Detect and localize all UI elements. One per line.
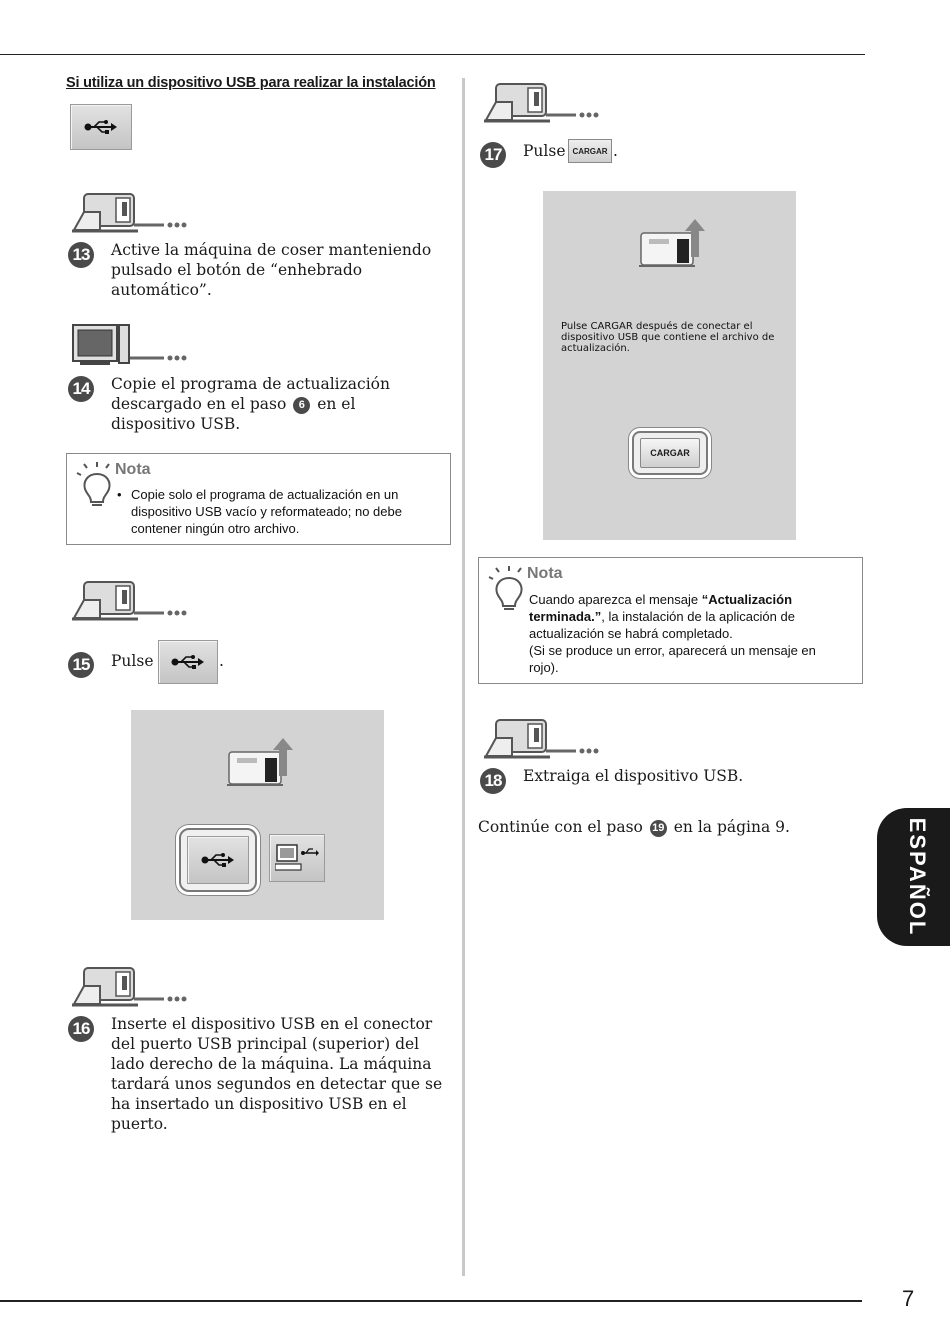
usb-icon [84, 119, 118, 135]
note-2-line2: (Si se produce un error, aparecerá un mensaje en rojo). [529, 643, 816, 675]
step-number-15: 15 [68, 652, 94, 678]
top-rule [0, 54, 865, 55]
usb-icon [171, 654, 205, 670]
step-17-suffix: . [613, 142, 618, 160]
page-number: 7 [902, 1286, 915, 1311]
language-side-tab-label: ESPAÑOL [905, 817, 930, 937]
section-title: Si utiliza un dispositivo USB para realizar la instalación [66, 75, 436, 91]
note-2-line1-bold: “Actualización terminada.” [529, 592, 793, 624]
step-14-text-after: en el dispositivo USB. [111, 395, 356, 433]
sewing-machine-icon [482, 716, 602, 766]
computer-usb-icon [275, 843, 319, 873]
sewing-machine-icon [70, 964, 190, 1014]
step-ref-6: 6 [293, 397, 310, 414]
note-box-1 [66, 453, 451, 545]
usb-button[interactable] [158, 640, 218, 684]
usb-select-button-face [187, 836, 249, 884]
step-18-text: Extraiga el dispositivo USB. [523, 767, 744, 785]
continue-text [478, 818, 790, 837]
pc-usb-button[interactable] [269, 834, 325, 882]
sewing-machine-icon [70, 190, 190, 240]
bottom-rule [0, 1300, 862, 1302]
note-1-title: Nota [115, 461, 151, 478]
step-17-text: Pulse [523, 142, 566, 160]
usb-select-button[interactable] [179, 828, 257, 892]
computer-monitor-icon [70, 322, 190, 372]
note-2-line1 [529, 591, 841, 642]
cargar-button[interactable]: CARGAR [568, 139, 612, 163]
usb-button-illustration [70, 104, 132, 150]
cargar-screen-button[interactable] [632, 431, 708, 475]
step-15-suffix: . [219, 652, 224, 670]
column-divider [462, 78, 465, 1276]
note-1-item: • Copie solo el programa de actualización en un dispositivo USB vacío y reformateado; no debe contener ningún otro archivo. [131, 486, 429, 537]
step-ref-19: 19 [650, 820, 667, 837]
update-screen-load [543, 191, 796, 540]
machine-update-icon [637, 217, 707, 271]
lightbulb-icon [487, 566, 527, 612]
note-2-line1-suffix: , la instalación de la aplicación de actualización se habrá completado. [529, 609, 795, 641]
step-14-text [111, 374, 431, 434]
step-14-text-before: Copie el programa de actualización descargado en el paso [111, 375, 390, 413]
note-box-2 [478, 557, 863, 684]
step-13-text: Active la máquina de coser manteniendo pulsado el botón de “enhebrado automático”. [111, 241, 432, 299]
step-number-18: 18 [480, 768, 506, 794]
language-side-tab [877, 808, 950, 946]
cargar-screen-button-label: CARGAR [640, 438, 700, 468]
step-number-17: 17 [480, 142, 506, 168]
note-2-title: Nota [527, 565, 563, 582]
continue-after: en la página 9. [673, 818, 790, 836]
update-screen-usb-select [131, 710, 384, 920]
note-2-body [529, 591, 841, 676]
sewing-machine-icon [482, 80, 602, 130]
screen-message: Pulse CARGAR después de conectar el dispositivo USB que contiene el archivo de actualización. [561, 321, 775, 354]
step-16-text: Inserte el dispositivo USB en el conector del puerto USB principal (superior) del lado derecho de la máquina. La máquina tardará unos segundos en detectar que se ha insertado un dispositivo USB en el puerto. [111, 1015, 443, 1133]
machine-update-icon [225, 736, 295, 790]
note-2-line1-prefix: Cuando aparezca el mensaje [529, 592, 702, 607]
step-number-16: 16 [68, 1016, 94, 1042]
step-number-14: 14 [68, 376, 94, 402]
note-1-body [117, 486, 429, 537]
step-number-13: 13 [68, 242, 94, 268]
sewing-machine-icon [70, 578, 190, 628]
lightbulb-icon [75, 462, 115, 508]
continue-before: Continúe con el paso [478, 818, 643, 836]
usb-icon [201, 852, 235, 868]
step-15-text: Pulse [111, 652, 154, 670]
